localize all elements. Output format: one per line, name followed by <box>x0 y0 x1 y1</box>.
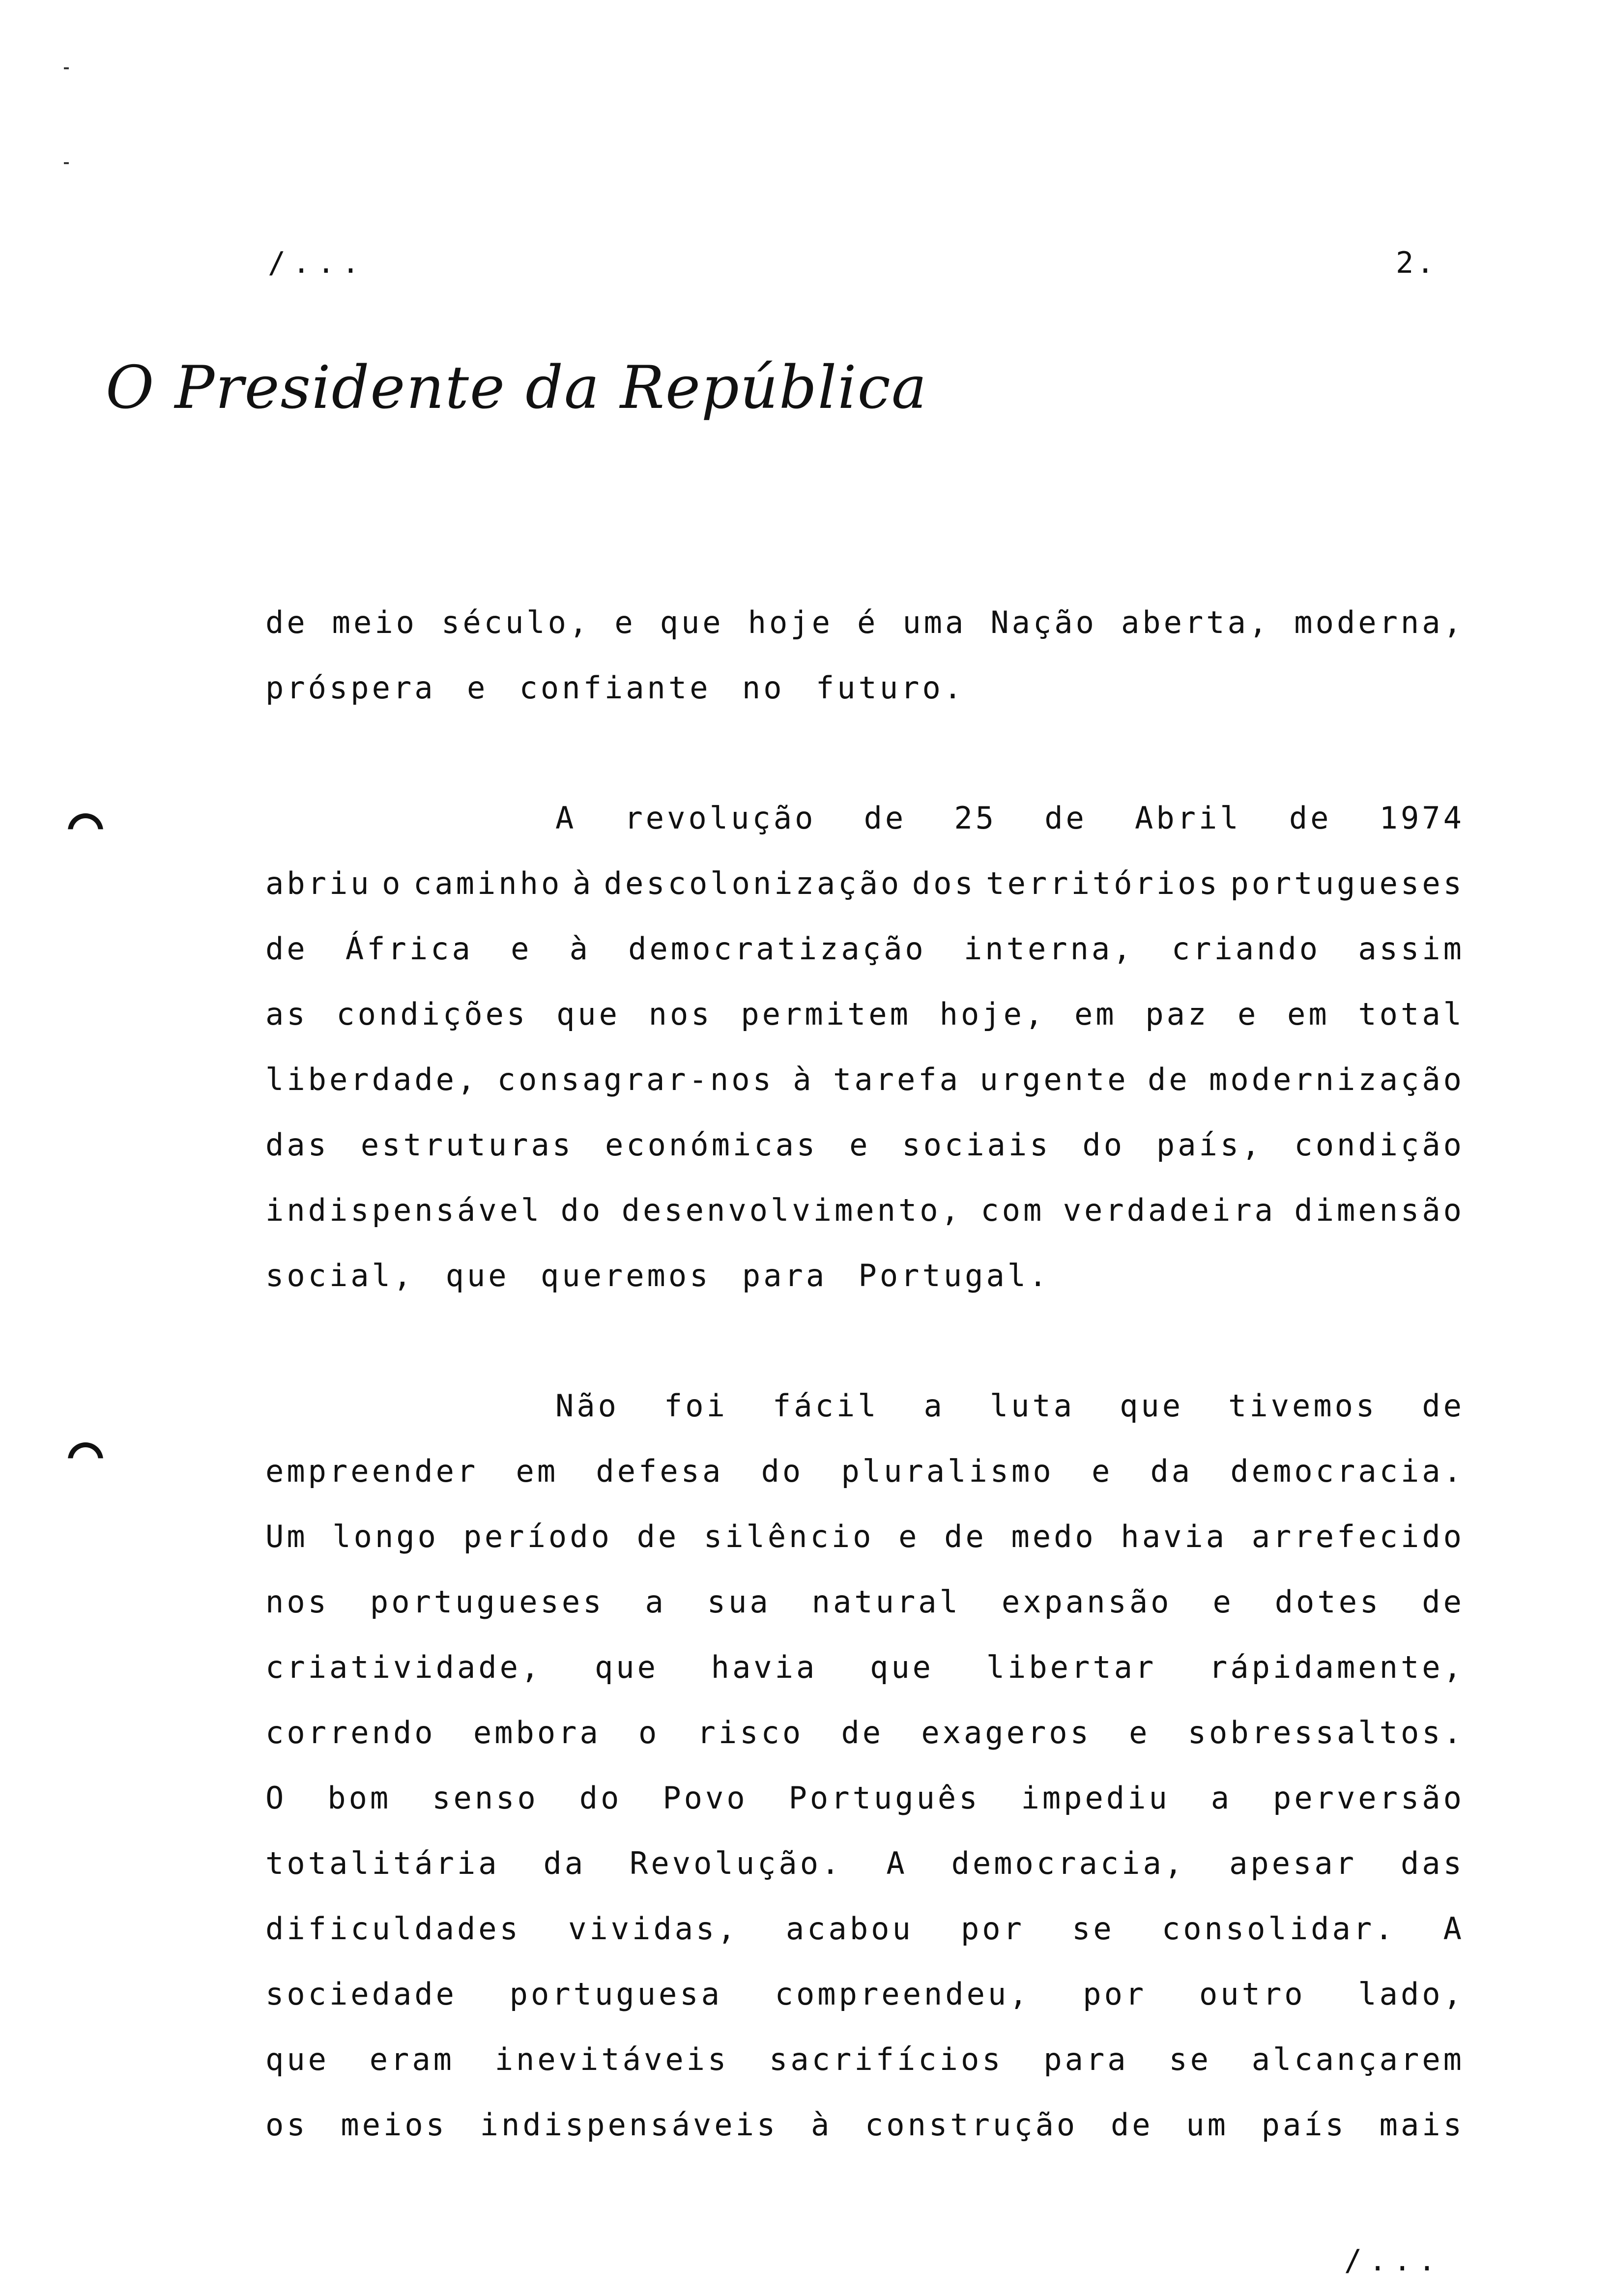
word: o <box>638 1715 660 1751</box>
word: país, <box>1156 1127 1263 1163</box>
text-line <box>265 1961 1465 2027</box>
word: correndo <box>265 1715 436 1751</box>
word: que <box>660 604 724 640</box>
word: embora <box>473 1715 601 1751</box>
word: e <box>1237 996 1259 1032</box>
word: indispensáveis <box>480 2107 778 2143</box>
word: vividas, <box>568 1911 739 1947</box>
word: com <box>980 1192 1045 1228</box>
word: A <box>886 1845 908 1881</box>
word: democracia. <box>1230 1453 1465 1489</box>
word: de <box>1422 1388 1465 1424</box>
word: foi <box>663 1388 728 1424</box>
word: sociedade <box>265 1976 457 2012</box>
punch-hole-mark <box>68 1442 103 1478</box>
word: tarefa <box>833 1062 961 1097</box>
word: 1974 <box>1379 800 1465 836</box>
word: havia <box>1121 1519 1228 1554</box>
word: tivemos <box>1228 1388 1378 1424</box>
word: interna, <box>963 931 1134 967</box>
word: a <box>645 1584 666 1620</box>
word: rápidamente, <box>1209 1649 1465 1685</box>
word: libertar <box>986 1649 1157 1685</box>
word: de <box>1422 1584 1465 1620</box>
word: inevitáveis <box>494 2041 729 2077</box>
word: período <box>463 1519 612 1554</box>
paragraph-gap <box>265 1308 1465 1373</box>
word: que <box>1120 1388 1184 1424</box>
paragraph-gap <box>265 720 1465 785</box>
word: Português <box>788 1780 980 1816</box>
text-line <box>265 1831 1465 1896</box>
word: em <box>516 1453 559 1489</box>
text-line <box>265 916 1465 981</box>
word: mais <box>1379 2107 1465 2143</box>
continuation-marker-top: /... <box>268 246 367 280</box>
word: dificuldades <box>265 1911 521 1947</box>
word: de <box>1289 800 1332 836</box>
margin-mark <box>64 162 69 164</box>
word: defesa <box>596 1453 724 1489</box>
word: democracia, <box>951 1845 1186 1881</box>
text-line <box>265 785 1465 851</box>
text-line <box>265 1765 1465 1831</box>
word: meio <box>332 604 417 640</box>
text-line: social, que queremos para Portugal. <box>265 1258 1050 1293</box>
word: permitem <box>741 996 911 1032</box>
word: a <box>923 1388 945 1424</box>
word: um <box>1186 2107 1229 2143</box>
word: medo <box>1011 1519 1096 1554</box>
word: longo <box>332 1519 439 1554</box>
word: se <box>1072 1911 1115 1947</box>
word: em <box>1287 996 1330 1032</box>
word: por <box>960 1911 1025 1947</box>
word: condições <box>336 996 528 1032</box>
word: de <box>841 1715 884 1751</box>
word: económicas <box>604 1127 818 1163</box>
word: urgente <box>979 1062 1129 1097</box>
word: descolonização <box>604 865 902 901</box>
text-line <box>265 1569 1465 1635</box>
word: a <box>1210 1780 1233 1816</box>
word: meios <box>341 2107 447 2143</box>
word: expansão <box>1001 1584 1172 1620</box>
word: África <box>345 931 473 967</box>
letterhead: O Presidente da República <box>106 354 928 422</box>
word: sociais <box>902 1127 1051 1163</box>
word: do <box>761 1453 804 1489</box>
word: de <box>1148 1062 1190 1097</box>
word: apesar <box>1229 1845 1357 1881</box>
word: portugueses <box>370 1584 604 1620</box>
text-line <box>265 1896 1465 1961</box>
word: do <box>579 1780 622 1816</box>
continuation-marker-bottom: /... <box>1344 2243 1443 2278</box>
word: empreender <box>265 1453 479 1489</box>
word: impediu <box>1021 1780 1170 1816</box>
word: que <box>870 1649 934 1685</box>
text-line <box>265 851 1465 916</box>
word: dimensão <box>1294 1192 1465 1228</box>
word: criatividade, <box>265 1649 543 1685</box>
word: lado, <box>1358 1976 1465 2012</box>
word: 25 <box>954 800 997 836</box>
word: portugueses <box>1230 865 1465 901</box>
word: que <box>265 2041 329 2077</box>
word: dotes <box>1274 1584 1382 1620</box>
word: aberta, <box>1121 604 1270 640</box>
word: de <box>864 800 907 836</box>
word: pluralismo <box>841 1453 1054 1489</box>
text-line <box>265 1112 1465 1177</box>
word: do <box>560 1192 604 1228</box>
word: exageros <box>921 1715 1092 1751</box>
text-line <box>265 1047 1465 1112</box>
word: caminho <box>413 865 563 901</box>
word: em <box>1074 996 1117 1032</box>
word: sobressaltos. <box>1187 1715 1465 1751</box>
word: hoje, <box>939 996 1046 1032</box>
text-line <box>265 1177 1465 1243</box>
word: de <box>265 931 308 967</box>
word: senso <box>432 1780 539 1816</box>
word: Povo <box>662 1780 748 1816</box>
text-line: próspera e confiante no futuro. <box>265 670 965 706</box>
word: e <box>1129 1715 1151 1751</box>
word: totalitária <box>265 1845 500 1881</box>
word: risco <box>697 1715 804 1751</box>
word: criando <box>1171 931 1321 967</box>
page-number: 2. <box>1396 246 1438 280</box>
word: perversão <box>1273 1780 1465 1816</box>
word: A <box>555 800 577 836</box>
word: Nação <box>990 604 1097 640</box>
word: silêncio <box>703 1519 874 1554</box>
word: Não <box>555 1388 619 1424</box>
word: portuguesa <box>509 1976 722 2012</box>
text-line <box>265 1700 1465 1765</box>
word: da <box>543 1845 586 1881</box>
word: para <box>1043 2041 1129 2077</box>
word: e <box>898 1519 920 1554</box>
word: havia <box>711 1649 818 1685</box>
word: do <box>1082 1127 1125 1163</box>
text-line <box>265 981 1465 1047</box>
word: moderna, <box>1294 604 1465 640</box>
word: das <box>1400 1845 1465 1881</box>
word: arrefecido <box>1251 1519 1465 1554</box>
word: e <box>614 604 636 640</box>
word: outro <box>1199 1976 1306 2012</box>
word: de <box>265 604 308 640</box>
word: Abril <box>1135 800 1241 836</box>
word: luta <box>989 1388 1075 1424</box>
word: das <box>265 1127 329 1163</box>
word: territórios <box>986 865 1220 901</box>
word: que <box>556 996 620 1032</box>
body-text <box>265 590 1465 2157</box>
margin-mark <box>64 67 69 69</box>
word: Um <box>265 1519 308 1554</box>
word: e <box>1091 1453 1113 1489</box>
word: da <box>1150 1453 1193 1489</box>
word: à <box>810 2107 833 2143</box>
word: liberdade, <box>265 1062 479 1097</box>
word: à <box>572 865 594 901</box>
word: O <box>265 1780 287 1816</box>
word: acabou <box>785 1911 914 1947</box>
word: estruturas <box>360 1127 574 1163</box>
word: que <box>594 1649 659 1685</box>
word: revolução <box>624 800 816 836</box>
word: abriu <box>265 865 372 901</box>
text-line <box>265 1504 1465 1569</box>
word: desenvolvimento, <box>621 1192 962 1228</box>
word: modernização <box>1209 1062 1465 1097</box>
text-line <box>265 2027 1465 2092</box>
word: construção <box>864 2107 1078 2143</box>
word: paz <box>1145 996 1209 1032</box>
word: consolidar. <box>1161 1911 1396 1947</box>
word: bom <box>327 1780 392 1816</box>
word: nos <box>648 996 713 1032</box>
word: país <box>1261 2107 1347 2143</box>
word: dos <box>912 865 976 901</box>
word: de <box>1044 800 1087 836</box>
word: A <box>1443 1911 1465 1947</box>
word: consagrar-nos <box>497 1062 774 1097</box>
word: e <box>1212 1584 1234 1620</box>
word: é <box>857 604 879 640</box>
word: século, <box>441 604 591 640</box>
word: verdadeira <box>1063 1192 1276 1228</box>
word: compreendeu, <box>775 1976 1031 2012</box>
text-line <box>265 1373 1465 1438</box>
text-line <box>265 1438 1465 1504</box>
word: natural <box>811 1584 961 1620</box>
word: fácil <box>772 1388 879 1424</box>
text-line <box>265 2092 1465 2157</box>
word: assim <box>1358 931 1465 967</box>
word: indispensável <box>265 1192 543 1228</box>
text-line <box>265 1635 1465 1700</box>
word: de <box>1110 2107 1153 2143</box>
word: à <box>793 1062 814 1097</box>
word: as <box>265 996 308 1032</box>
word: sua <box>707 1584 771 1620</box>
word: e <box>511 931 532 967</box>
word: alcançarem <box>1251 2041 1465 2077</box>
word: os <box>265 2107 308 2143</box>
word: uma <box>902 604 967 640</box>
word: por <box>1083 1976 1147 2012</box>
word: Revolução. <box>630 1845 843 1881</box>
word: eram <box>369 2041 455 2077</box>
punch-hole-mark <box>68 813 103 849</box>
word: condição <box>1294 1127 1465 1163</box>
word: o <box>382 865 403 901</box>
word: nos <box>265 1584 329 1620</box>
word: democratização <box>628 931 926 967</box>
word: à <box>569 931 591 967</box>
word: de <box>636 1519 680 1554</box>
word: se <box>1169 2041 1211 2077</box>
word: total <box>1358 996 1465 1032</box>
word: hoje <box>748 604 833 640</box>
word: de <box>944 1519 987 1554</box>
word: sacrifícios <box>769 2041 1004 2077</box>
word: e <box>849 1127 871 1163</box>
text-line <box>265 590 1465 655</box>
